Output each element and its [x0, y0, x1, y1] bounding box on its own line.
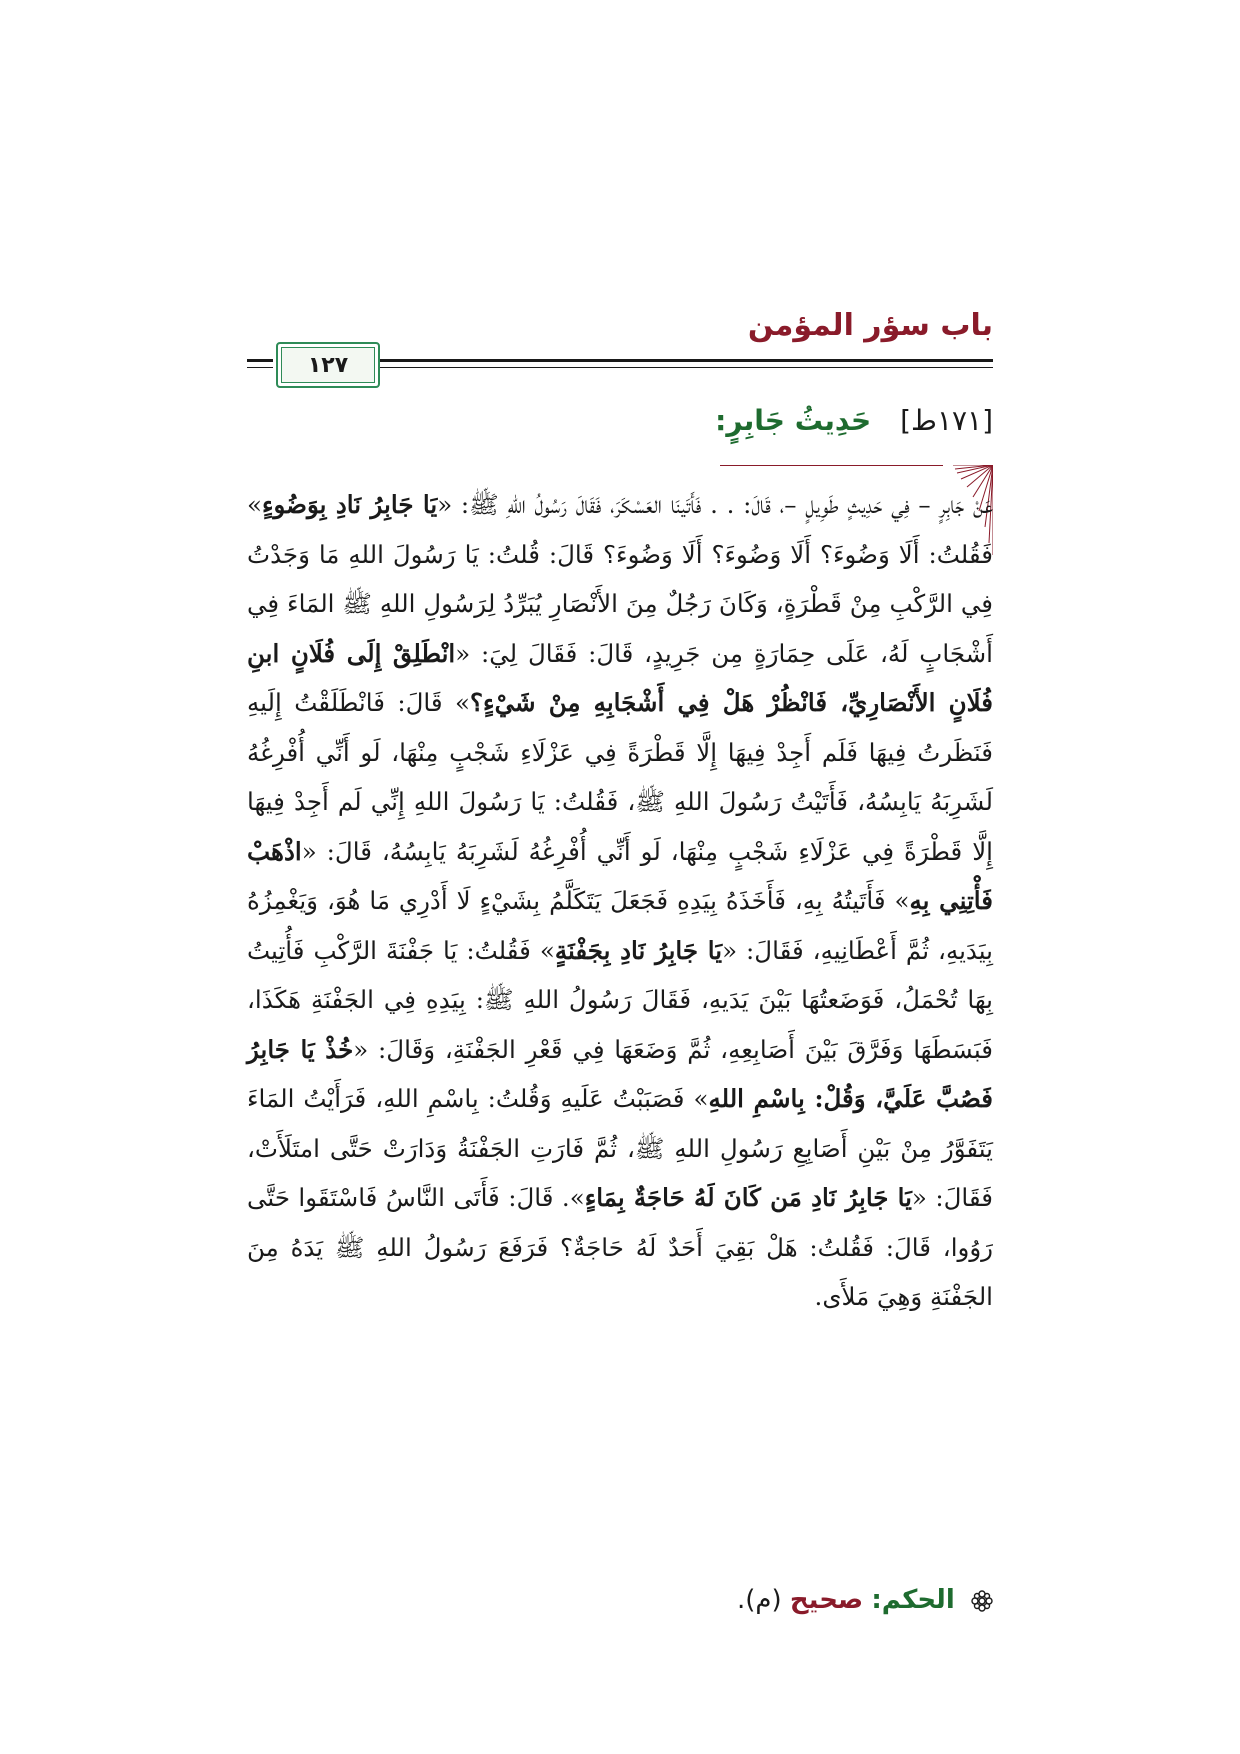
- header-rule: [380, 367, 993, 368]
- section-number: [١٧١ط]: [900, 404, 993, 437]
- header-rule: [247, 367, 273, 368]
- hadith-text-segment: » فَصَبَبْتُ عَلَيهِ وَقُلتُ: بِاسْمِ اللهِ، فَرَأَيْتُ المَاءَ يَتَفَوَّرُ مِنْ بَيْنِ أَصَابِعِ رَسُولِ اللهِ ﷺ، ثُمَّ فَارَتِ الجَفْنَةُ وَدَارَتْ حَتَّى امتَلَأَتْ، فَقَالَ: «: [247, 1084, 993, 1212]
- prophet-quote: خُذْ يَا جَابِرُ فَصُبَّ عَلَيَّ، وَقُلْ: بِاسْمِ اللهِ: [247, 1034, 994, 1113]
- section-heading: [715, 404, 993, 437]
- ruling-source: (م).: [737, 1585, 782, 1615]
- hadith-text-segment: عَنْ جَابِرٍ – فِي حَدِيثٍ طَوِيلٍ –، قَالَ: . . فَأَتَينَا العَسْكَرَ، فَقَالَ رَسُولُ اللهِ ﷺ: «: [437, 490, 993, 519]
- section-divider: [720, 465, 943, 466]
- chapter-title: باب سؤر المؤمن: [747, 308, 993, 343]
- flower-ornament-icon: [971, 1590, 993, 1612]
- page-number: ١٢٧: [307, 352, 349, 378]
- prophet-quote: اذْهَبْ فَأْتِنِي بِهِ: [247, 836, 993, 915]
- prophet-quote: انْطَلِقْ إِلَى فُلَانٍ ابنِ فُلَانٍ الأَنْصَارِيِّ، فَانْظُرْ هَلْ فِي أَشْجَابِهِ مِنْ شَيْءٍ؟: [247, 638, 993, 717]
- header-rule: [380, 359, 993, 362]
- page-number-badge: [276, 342, 380, 388]
- ruling-line: [737, 1585, 993, 1615]
- hadith-text-segment: » فَقُلتُ: يَا جَفْنَةَ الرَّكْبِ فَأُتِيتُ بِهَا تُحْمَلُ، فَوَضَعتُهَا بَيْنَ يَدَيهِ، فَقَالَ رَسُولُ اللهِ ﷺ: بِيَدِهِ فِي الجَفْنَةِ هَكَذَا، فَبَسَطَهَا وَفَرَّقَ بَيْنَ أَصَابِعِهِ، ثُمَّ وَضَعَهَا فِي قَعْرِ الجَفْنَةِ، وَقَالَ: «: [247, 935, 994, 1064]
- hadith-text-segment: » فَقُلتُ: أَلَا وَضُوءَ؟ أَلَا وَضُوءَ؟ أَلَا وَضُوءَ؟ قَالَ: قُلتُ: يَا رَسُولَ اللهِ مَا وَجَدْتُ فِي الرَّكْبِ مِنْ قَطْرَةٍ، وَكَانَ رَجُلٌ مِنَ الأَنْصَارِ يُبَرِّدُ لِرَسُولِ اللهِ ﷺ المَاءَ فِي أَشْجَابٍ لَهُ، عَلَى حِمَارَةٍ مِن جَرِيدٍ، قَالَ: فَقَالَ لِيَ: «: [247, 490, 993, 668]
- prophet-quote: يَا جَابِرُ نَادِ بِجَفْنَةٍ: [554, 935, 723, 965]
- header-rule: [247, 359, 273, 362]
- hadith-text-segment: » قَالَ: فَانْطَلَقْتُ إِلَيهِ فَنَظَرتُ فِيهَا فَلَم أَجِدْ فِيهَا إِلَّا قَطْرَةً فِي عَزْلَاءِ شَجْبٍ مِنْهَا، لَو أَنِّي أُفْرِغُهُ لَشَرِبَهُ يَابِسُهُ، فَأَتَيْتُ رَسُولَ اللهِ ﷺ، فَقُلتُ: يَا رَسُولَ اللهِ إِنِّي لَم أَجِدْ فِيهَا إِلَّا قَطْرَةً فِي عَزْلَاءِ شَجْبٍ مِنْهَا، لَو أَنِّي أُفْرِغُهُ لَشَرِبَهُ يَابِسُهُ، قَالَ: «: [247, 688, 993, 866]
- ruling-label: الحكم:: [871, 1585, 955, 1615]
- hadith-text-segment: ». قَالَ: فَأَتَى النَّاسُ فَاسْتَقَوا حَتَّى رَوُوا، قَالَ: فَقُلتُ: هَلْ بَقِيَ أَحَدٌ لَهُ حَاجَةٌ؟ فَرَفَعَ رَسُولُ اللهِ ﷺ يَدَهُ مِنَ الجَفْنَةِ وَهِيَ مَلأَى.: [247, 1183, 993, 1311]
- hadith-text: [247, 480, 993, 1322]
- prophet-quote: يَا جَابِرُ نَادِ مَن كَانَ لَهُ حَاجَةٌ بِمَاءٍ: [584, 1183, 912, 1212]
- section-title: حَدِيثُ جَابِرٍ:: [715, 404, 872, 437]
- ruling-verdict: صحيح: [789, 1585, 864, 1615]
- hadith-text-segment: » فَأَتَيتُهُ بِهِ، فَأَخَذَهُ بِيَدِهِ فَجَعَلَ يَتَكَلَّمُ بِشَيْءٍ لَا أَدْرِي مَا هُوَ، وَيَغْمِزُهُ بِيَدَيهِ، ثُمَّ أَعْطَانِيهِ، فَقَالَ: «: [247, 886, 993, 965]
- prophet-quote: يَا جَابِرُ نَادِ بِوَضُوءٍ: [262, 490, 438, 519]
